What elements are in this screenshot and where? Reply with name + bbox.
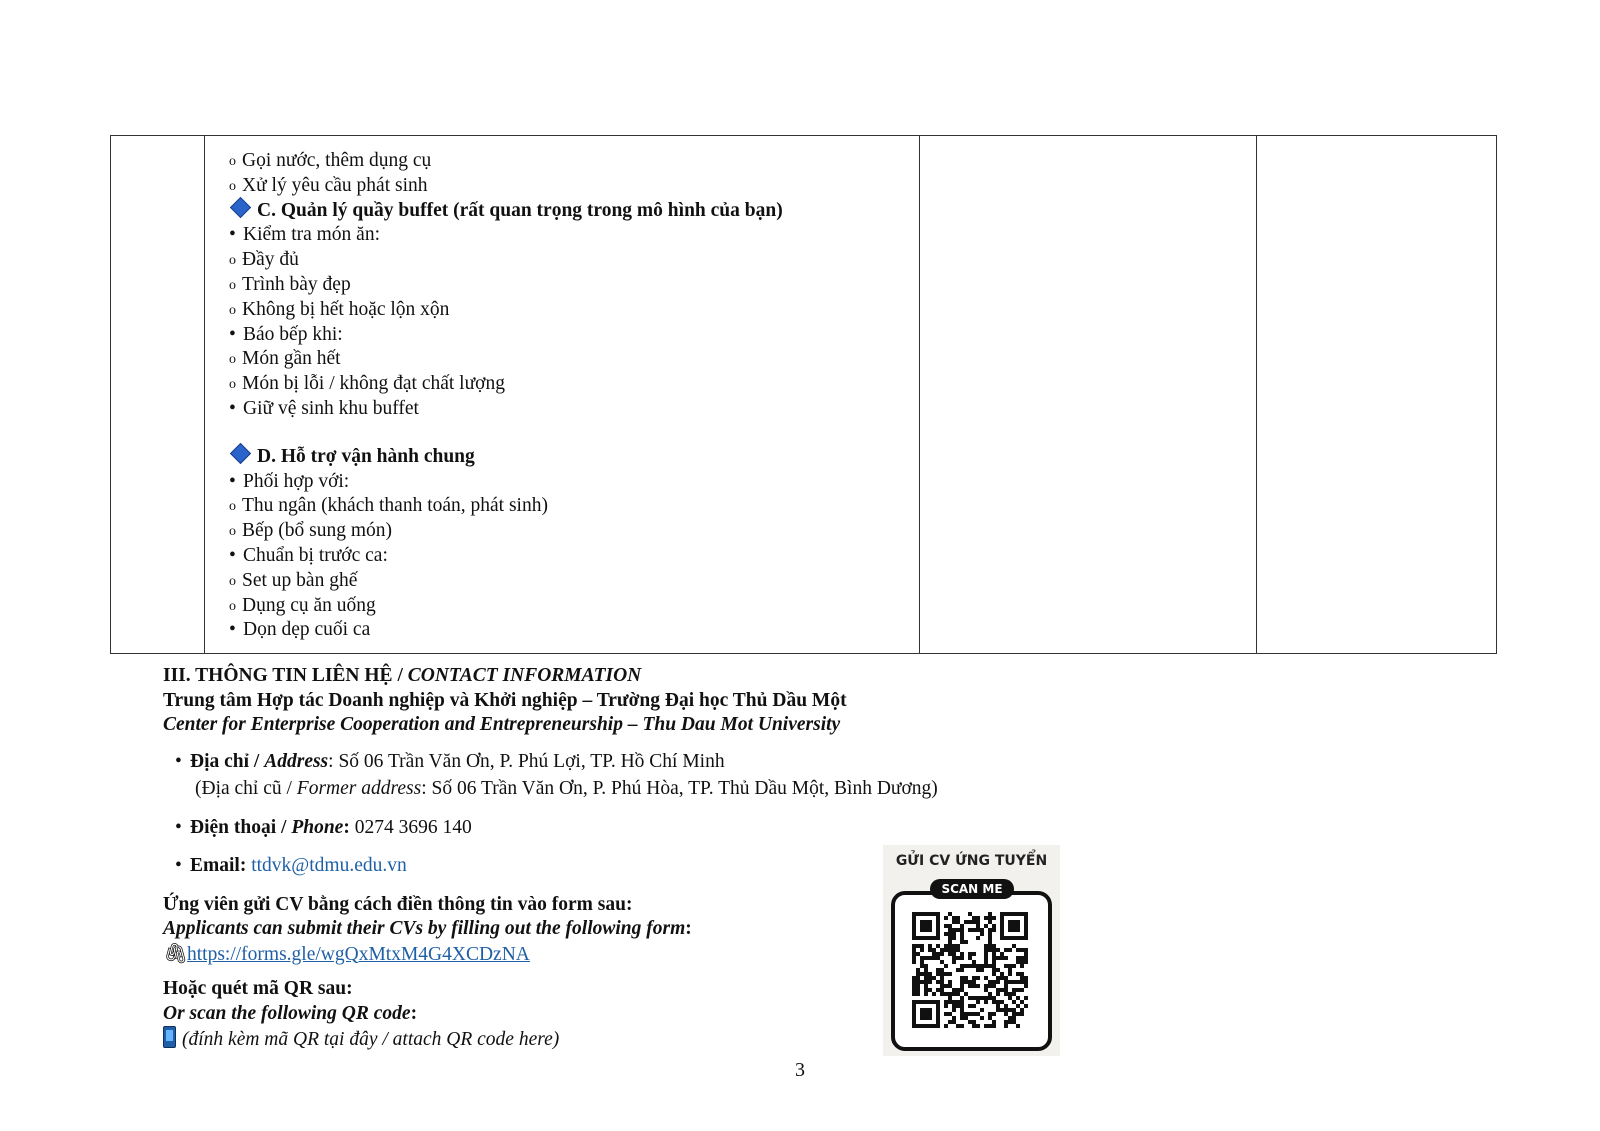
list-item-text: Giữ vệ sinh khu buffet bbox=[243, 397, 419, 419]
list-item bbox=[229, 149, 919, 174]
qr-instructions-vi: Hoặc quét mã QR sau: bbox=[163, 978, 353, 999]
list-item-text: Không bị hết hoặc lộn xộn bbox=[242, 298, 450, 320]
list-item-text: D. Hỗ trợ vận hành chung bbox=[257, 445, 475, 467]
list-item bbox=[229, 372, 919, 397]
list-item bbox=[229, 273, 919, 298]
list-item bbox=[229, 223, 919, 248]
qr-card bbox=[883, 845, 1060, 1056]
bullet-icon: • bbox=[229, 619, 236, 641]
scan-me-label: SCAN ME bbox=[930, 879, 1014, 899]
task-list bbox=[229, 149, 919, 643]
list-item-text: Đầy đủ bbox=[242, 249, 299, 271]
mobile-phone-icon bbox=[163, 1026, 176, 1048]
list-item-text: Món gần hết bbox=[242, 348, 341, 370]
spacer bbox=[229, 422, 919, 445]
circle-bullet-icon: o bbox=[229, 524, 236, 540]
diamond-icon bbox=[230, 443, 251, 464]
org-name-en: Center for Enterprise Cooperation and Entrepreneurship – Thu Dau Mot University bbox=[163, 714, 841, 735]
list-item-text: Thu ngân (khách thanh toán, phát sinh) bbox=[242, 495, 548, 517]
list-item-text: Xử lý yêu cầu phát sinh bbox=[242, 174, 428, 196]
table-divider bbox=[919, 136, 920, 653]
section-title: III. THÔNG TIN LIÊN HỆ / CONTACT INFORMATION bbox=[163, 665, 642, 686]
list-item-text: Kiểm tra món ăn: bbox=[243, 224, 381, 246]
circle-bullet-icon: o bbox=[229, 499, 236, 515]
bullet-icon: • bbox=[229, 224, 236, 246]
list-item bbox=[229, 569, 919, 594]
form-link[interactable]: https://forms.gle/wgQxMtxM4G4XCDzNA bbox=[187, 943, 530, 965]
circle-bullet-icon: o bbox=[229, 598, 236, 614]
circle-bullet-icon: o bbox=[229, 302, 236, 318]
list-item bbox=[229, 347, 919, 372]
form-link-row bbox=[163, 942, 938, 968]
qr-code-image[interactable] bbox=[912, 912, 1028, 1028]
section-heading bbox=[229, 445, 919, 470]
list-item bbox=[229, 618, 919, 643]
list-item bbox=[229, 519, 919, 544]
table-divider bbox=[204, 136, 205, 653]
circle-bullet-icon: o bbox=[229, 352, 236, 368]
list-item-text: Báo bếp khi: bbox=[243, 323, 343, 345]
list-item-text: Trình bày đẹp bbox=[242, 273, 351, 295]
list-item bbox=[229, 174, 919, 199]
table-divider bbox=[1256, 136, 1257, 653]
list-item bbox=[229, 298, 919, 323]
list-item bbox=[229, 397, 919, 422]
contact-section bbox=[163, 664, 938, 1053]
list-item-text: Set up bàn ghế bbox=[242, 569, 358, 591]
qr-note-row: (đính kèm mã QR tại đây / attach QR code here) bbox=[163, 1026, 938, 1053]
section-heading bbox=[229, 199, 919, 224]
list-item-text: Bếp (bổ sung món) bbox=[242, 520, 393, 542]
qr-card-title: GỬI CV ỨNG TUYỂN bbox=[895, 853, 1048, 869]
circle-bullet-icon: o bbox=[229, 178, 236, 194]
list-item bbox=[229, 494, 919, 519]
qr-instructions-en: Or scan the following QR code: bbox=[163, 1002, 418, 1024]
cv-instructions-en: Applicants can submit their CVs by filling out the following form: bbox=[163, 918, 692, 939]
list-item bbox=[229, 470, 919, 495]
email-link[interactable]: ttdvk@tdmu.edu.vn bbox=[251, 855, 407, 876]
bullet-icon: • bbox=[229, 544, 236, 566]
list-item-text: Món bị lỗi / không đạt chất lượng bbox=[242, 373, 505, 395]
circle-bullet-icon: o bbox=[229, 154, 236, 169]
list-item-text: Phối hợp với: bbox=[243, 470, 350, 492]
circle-bullet-icon: o bbox=[229, 253, 236, 269]
circle-bullet-icon: o bbox=[229, 377, 236, 393]
list-item bbox=[229, 248, 919, 273]
circle-bullet-icon: o bbox=[229, 573, 236, 589]
list-item-text: Dọn dẹp cuối ca bbox=[243, 619, 371, 641]
address-row: • Địa chỉ / Address: Số 06 Trần Văn Ơn, P. Phú Lợi, TP. Hồ Chí Minh bbox=[175, 750, 725, 772]
email-row: • Email: ttdvk@tdmu.edu.vn bbox=[175, 855, 407, 876]
bullet-icon: • bbox=[229, 323, 236, 345]
responsibilities-table bbox=[110, 135, 1497, 654]
phone-row: • Điện thoại / Phone: 0274 3696 140 bbox=[175, 816, 472, 838]
bullet-icon: • bbox=[229, 397, 236, 419]
list-item bbox=[229, 323, 919, 348]
page-number: 3 bbox=[795, 1059, 805, 1081]
list-item-text: Dụng cụ ăn uống bbox=[242, 594, 376, 616]
cv-instructions-vi: Ứng viên gửi CV bằng cách điền thông tin vào form sau: bbox=[163, 893, 633, 915]
circle-bullet-icon: o bbox=[229, 277, 236, 293]
diamond-icon bbox=[230, 196, 251, 217]
paperclip-icon: 🖇 bbox=[163, 942, 189, 965]
list-item bbox=[229, 594, 919, 619]
former-address-row: (Địa chỉ cũ / Former address: Số 06 Trần Văn Ơn, P. Phú Hòa, TP. Thủ Dầu Một, Bình Dương) bbox=[195, 778, 938, 799]
org-name-vi: Trung tâm Hợp tác Doanh nghiệp và Khởi nghiệp – Trường Đại học Thủ Dầu Một bbox=[163, 689, 847, 711]
list-item bbox=[229, 544, 919, 569]
bullet-icon: • bbox=[229, 470, 236, 492]
list-item-text: Gọi nước, thêm dụng cụ bbox=[242, 150, 432, 171]
list-item-text: C. Quản lý quầy buffet (rất quan trọng trong mô hình của bạn) bbox=[257, 199, 783, 221]
list-item-text: Chuẩn bị trước ca: bbox=[243, 544, 388, 566]
